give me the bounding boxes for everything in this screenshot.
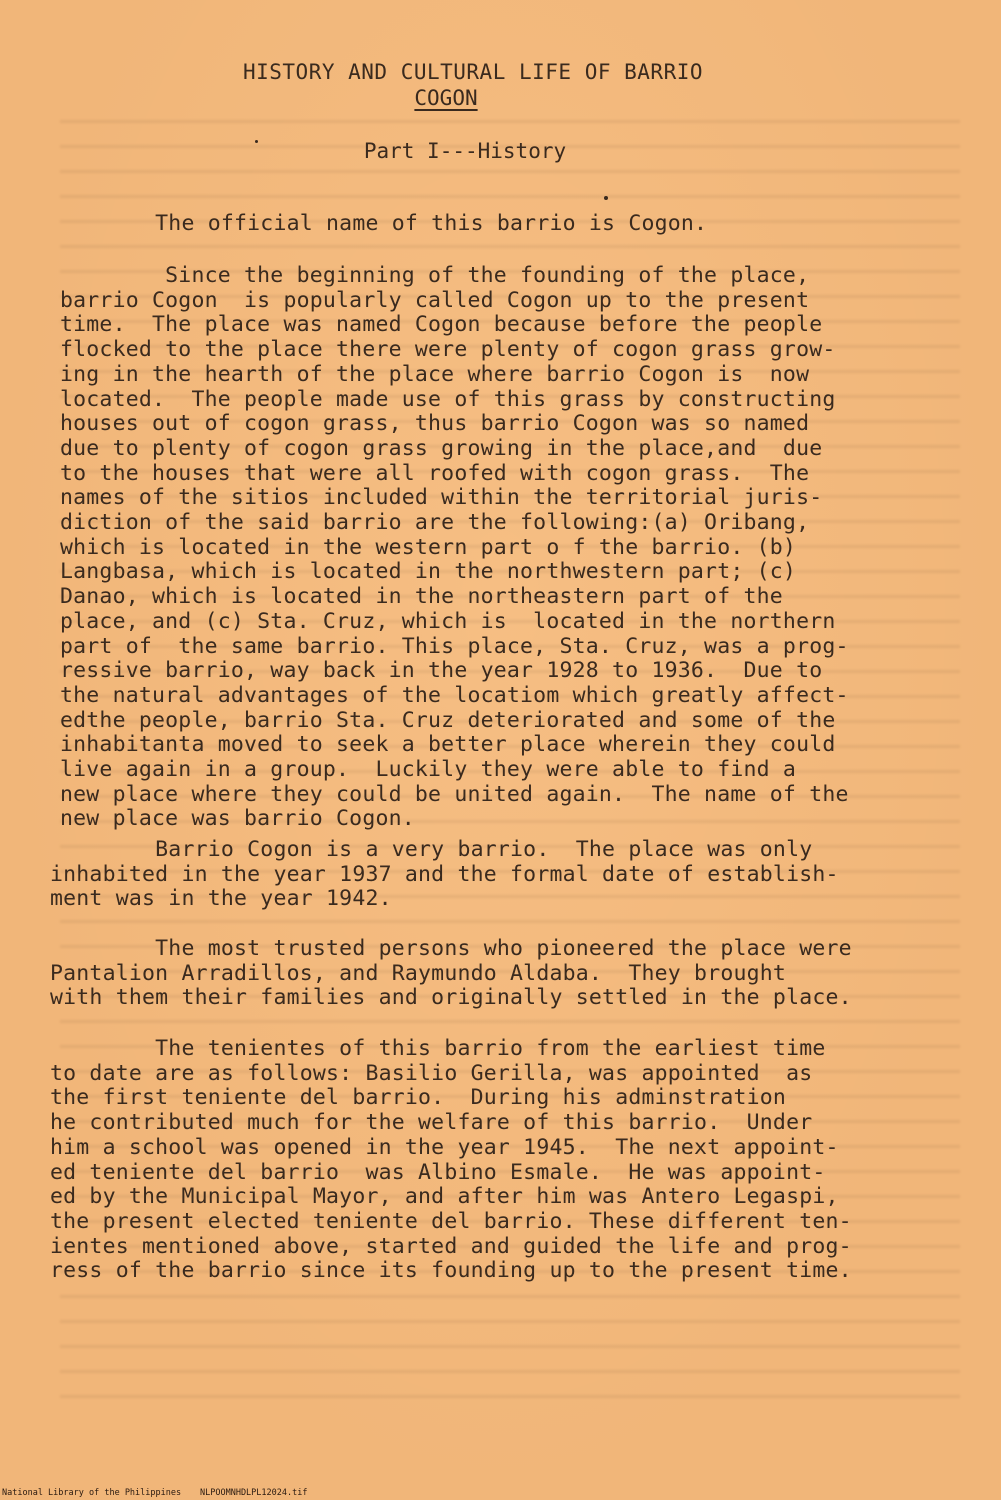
stray-mark — [604, 196, 608, 200]
paragraph-pioneers: The most trusted persons who pioneered the place were Pantalion Arradillos, and Raymundo Aldaba. They brought with them their families and originally settled in the place. — [50, 936, 852, 1011]
paragraph-founding: Since the beginning of the founding of the place, barrio Cogon is popularly called Cogon up to the present time. The place was named Cogon because before the people flocked to the place there were plenty of cogon grass grow- ing in the hearth of the place where barrio Cogon is now located. The people made use of this grass by constructing houses out of cogon grass, thus barrio Cogon was so named due to plenty of cogon grass growing in the place,and due to the houses that were all roofed with cogon grass. The names of the sitios included within the territorial juris- diction of the said barrio are the following:(a) Oribang, which is located in the western part o f the barrio. (b) Langbasa, which is located in the northwestern part; (c) Danao, which is located in the northeastern part of the place, and (c) Sta. Cruz, which is located in the northern part of the same barrio. This place, Sta. Cruz, was a prog- ressive barrio, way back in the year 1928 to 1936. Due to the natural advantages of the locatiom which greatly affect- edthe people, barrio Sta. Cruz deteriorated and some of the inhabitanta moved to seek a better place wherein they could live again in a group. Luckily they were able to find a new place where they could be united again. The name of the new place was barrio Cogon. — [60, 263, 849, 832]
footer-library-name: National Library of the Philippines — [2, 1488, 182, 1498]
subtitle-text: COGON — [414, 86, 478, 110]
section-heading: Part I---History — [363, 139, 567, 163]
footer-file-name: NLPOOMNHDLPL12024.tif — [200, 1488, 308, 1498]
paragraph-establishment: Barrio Cogon is a very barrio. The place was only inhabited in the year 1937 and the formal date of establish- ment was in the year 1942. — [50, 837, 839, 912]
document-subtitle — [0, 86, 892, 110]
paragraph-tenientes: The tenientes of this barrio from the earliest time to date are as follows: Basilio Gerilla, was appointed as the first teniente del barrio. During his adminstration he contributed much for the welfare of this barrio. Under him a school was opened in the year 1945. The next appoint- ed teniente del barrio was Albino Esmale. He was appoint- ed by the Municipal Mayor, and after him was Antero Legaspi, the present elected teniente del barrio. These different ten- ientes mentioned above, started and guided the life and prog- ress of the barrio since its founding up to the present time. — [50, 1036, 852, 1284]
document-title: HISTORY AND CULTURAL LIFE OF BARRIO — [242, 60, 703, 84]
paragraph-official-name: The official name of this barrio is Cogon. — [50, 211, 708, 236]
